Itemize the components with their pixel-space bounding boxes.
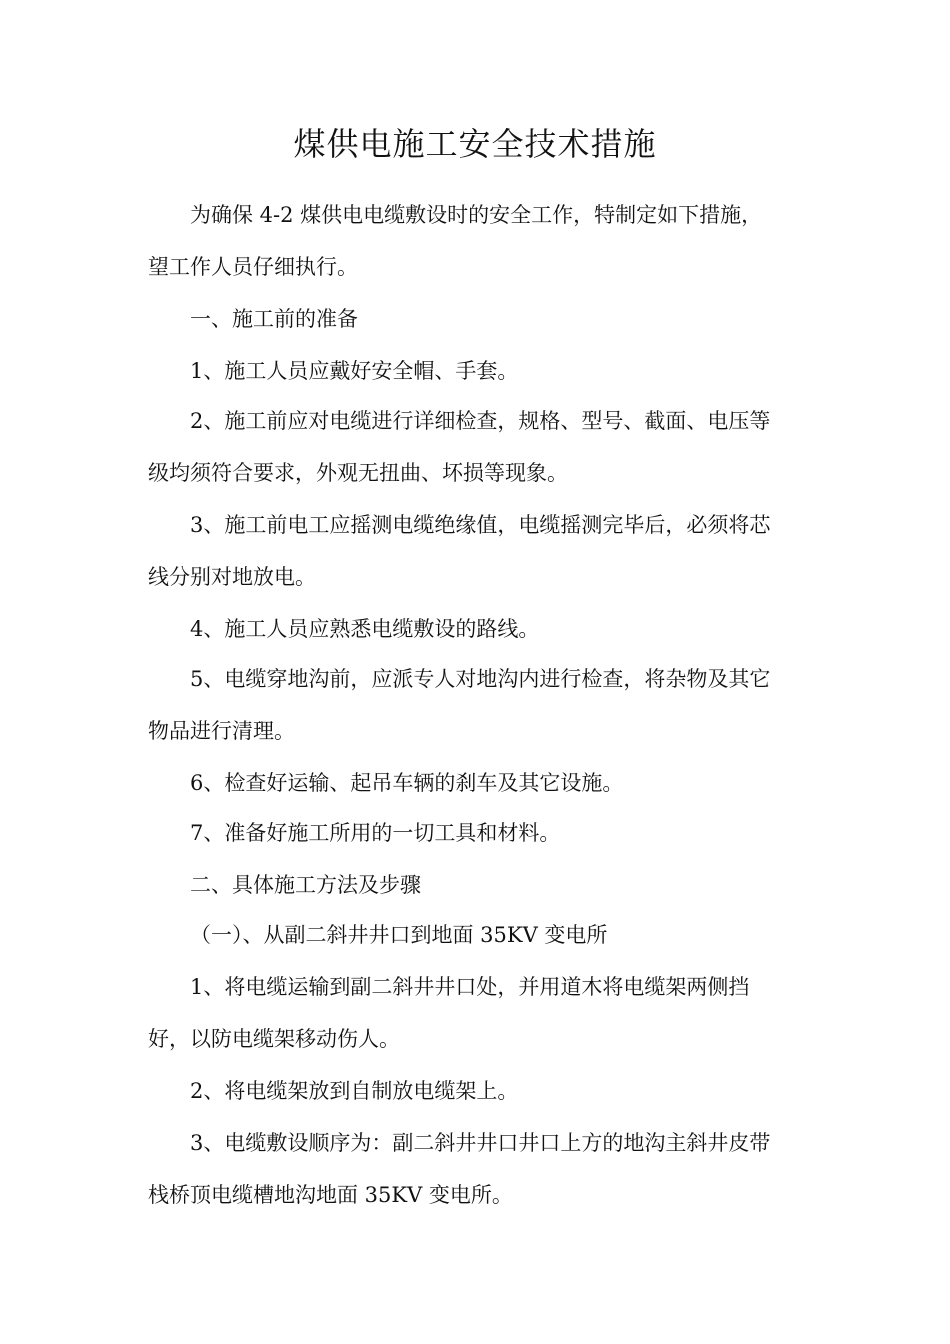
paragraph-line: 级均须符合要求，外观无扭曲、坏损等现象。 bbox=[148, 461, 568, 485]
paragraph-line: 5、电缆穿地沟前，应派专人对地沟内进行检查，将杂物及其它 bbox=[190, 667, 771, 691]
paragraph-line: 2、将电缆架放到自制放电缆架上。 bbox=[190, 1079, 519, 1103]
section-heading: 二、具体施工方法及步骤 bbox=[190, 873, 421, 897]
paragraph-line: 3、电缆敷设顺序为：副二斜井井口井口上方的地沟主斜井皮带 bbox=[190, 1131, 771, 1155]
paragraph-line: 栈桥顶电缆槽地沟地面 35KV 变电所。 bbox=[148, 1183, 513, 1207]
paragraph-line: 1、施工人员应戴好安全帽、手套。 bbox=[190, 359, 519, 383]
paragraph-line: 3、施工前电工应摇测电缆绝缘值，电缆摇测完毕后，必须将芯 bbox=[190, 513, 771, 537]
paragraph-line: 6、检查好运输、起吊车辆的刹车及其它设施。 bbox=[190, 771, 624, 795]
paragraph-line: 2、施工前应对电缆进行详细检查，规格、型号、截面、电压等 bbox=[190, 409, 771, 433]
subsection-heading: （一）、从副二斜井井口到地面 35KV 变电所 bbox=[190, 923, 608, 947]
paragraph-line: 1、将电缆运输到副二斜井井口处，并用道木将电缆架两侧挡 bbox=[190, 975, 750, 999]
paragraph-line: 4、施工人员应熟悉电缆敷设的路线。 bbox=[190, 617, 540, 641]
paragraph-line: 为确保 4-2 煤供电电缆敷设时的安全工作，特制定如下措施， bbox=[190, 203, 763, 227]
paragraph-line: 望工作人员仔细执行。 bbox=[148, 255, 358, 279]
document-title: 煤供电施工安全技术措施 bbox=[293, 125, 657, 163]
paragraph-line: 好，以防电缆架移动伤人。 bbox=[148, 1027, 400, 1051]
paragraph-line: 线分别对地放电。 bbox=[148, 565, 316, 589]
paragraph-line: 7、准备好施工所用的一切工具和材料。 bbox=[190, 821, 561, 845]
section-heading: 一、施工前的准备 bbox=[190, 307, 358, 331]
paragraph-line: 物品进行清理。 bbox=[148, 719, 295, 743]
